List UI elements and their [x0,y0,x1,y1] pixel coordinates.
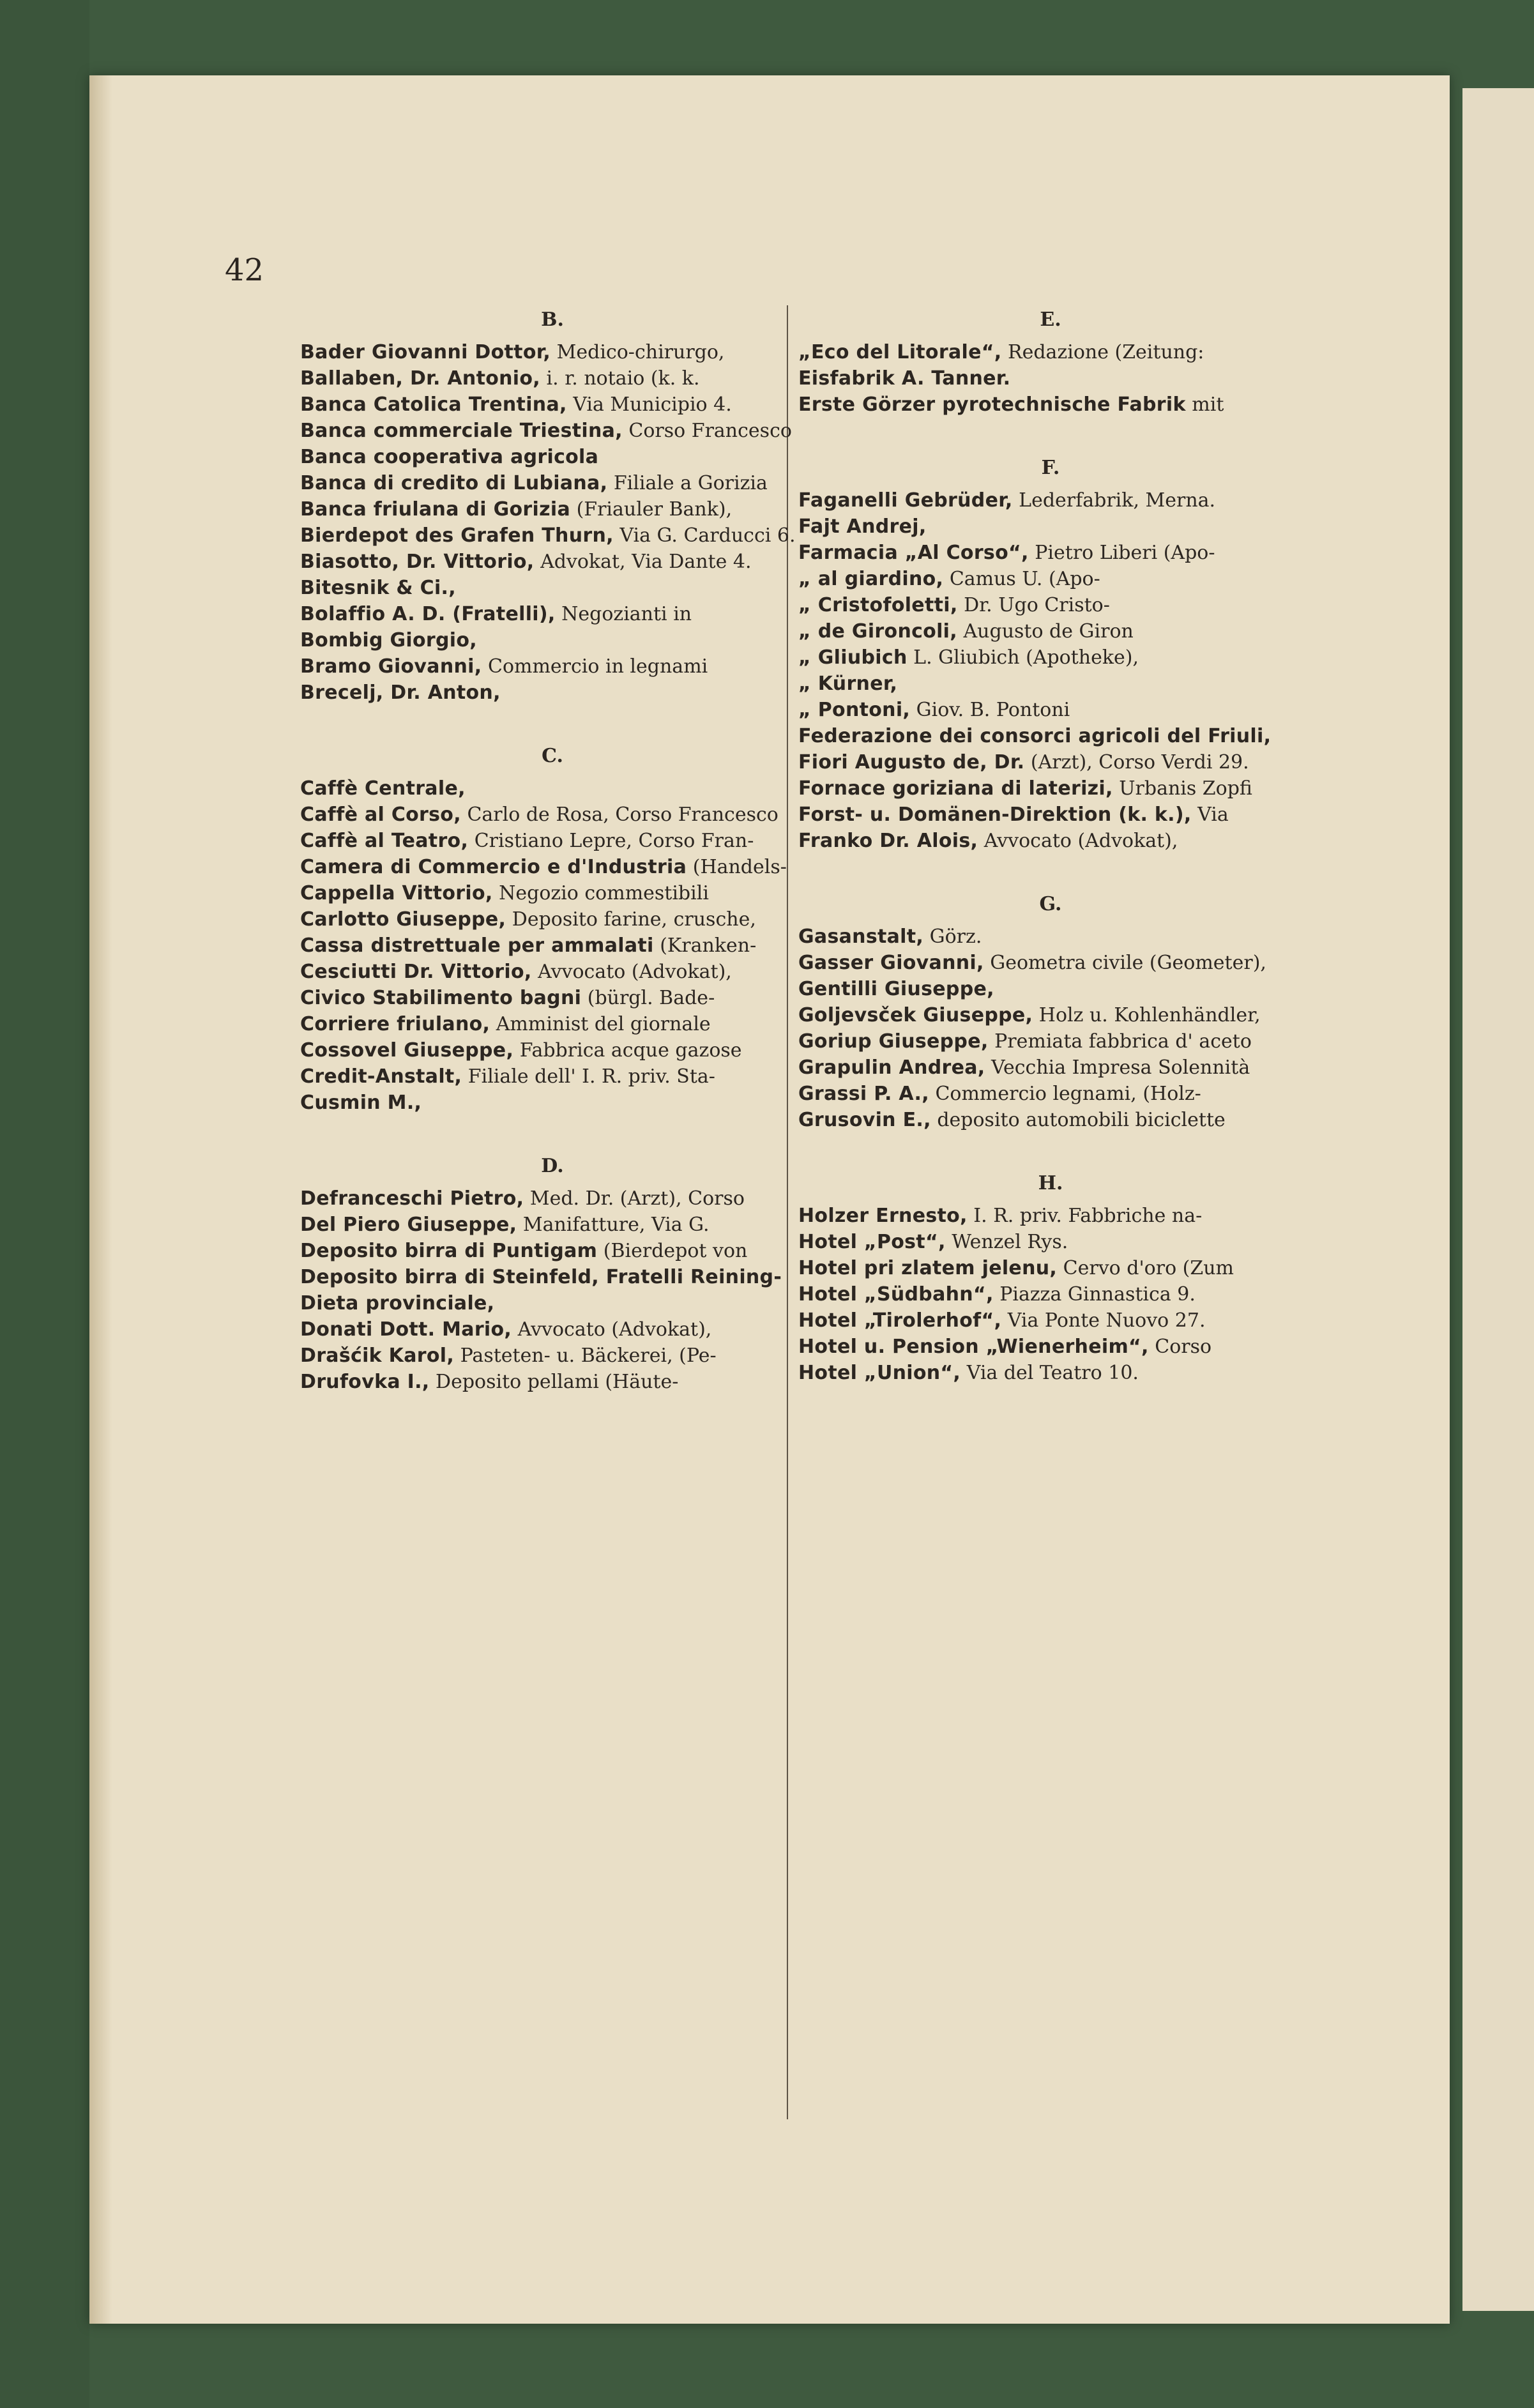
entry-name: Gasanstalt, [798,926,924,948]
directory-entry [300,524,805,547]
entry-name: Drufovka I., [300,1371,430,1393]
directory-entry [300,1318,805,1341]
directory-entry [798,1108,1303,1132]
directory-entry [300,1265,805,1289]
entry-details: Premiata fabbrica d' aceto [994,1030,1252,1053]
section-letter: G. [1039,893,1062,915]
entry-name: Eisfabrik A. Tanner. [798,367,1011,390]
entry-name: Bitesnik & Ci., [300,577,456,599]
entry-details: L. Gliubich (Apotheke), [913,646,1139,669]
page-spine-shadow [89,75,112,2324]
entry-details: (Bierdepot von [603,1240,748,1262]
directory-entry [300,471,805,495]
entry-name: Fiori Augusto de, Dr. [798,751,1025,773]
entry-name: Carlotto Giuseppe, [300,908,506,931]
entry-name: Defranceschi Pietro, [300,1187,524,1210]
entry-details: Avvocato (Advokat), [538,961,732,983]
directory-entry [798,1256,1303,1280]
directory-entry [300,855,805,879]
section-gap [798,855,1303,885]
entry-name: „ al giardino, [798,568,944,590]
directory-entry [300,576,805,600]
section-gap [300,1117,805,1147]
entry-name: „ Pontoni, [798,699,911,721]
entry-name: Goljevsček Giuseppe, [798,1004,1033,1026]
section-letter: H. [1038,1172,1063,1194]
entry-details: i. r. notaio (k. k. [546,367,700,390]
entry-details: Avvocato (Advokat), [983,830,1178,852]
entry-name: Hotel „Tirolerhof“, [798,1309,1002,1332]
entry-name: Cusmin M., [300,1092,422,1114]
directory-entry [300,960,805,984]
entry-details: (Friauler Bank), [576,498,733,521]
entry-name: Grapulin Andrea, [798,1056,985,1079]
entry-name: Banca friulana di Gorizia [300,498,571,521]
entry-details: Via del Teatro 10. [966,1362,1139,1384]
directory-entry [300,1292,805,1315]
directory-entry [300,367,805,390]
directory-entry [798,925,1303,949]
directory-entry [300,803,805,827]
entry-name: Bolaffio A. D. (Fratelli), [300,603,556,625]
section-gap [798,419,1303,448]
directory-entry [300,602,805,626]
entry-name: Deposito birra di Puntigam [300,1240,598,1262]
entry-name: Cossovel Giuseppe, [300,1039,514,1062]
entry-details: Medico-chirurgo, [556,341,725,363]
directory-entry [798,1309,1303,1332]
entry-name: Fornace goriziana di laterizi, [798,777,1113,800]
entry-details: Via Municipio 4. [573,393,732,416]
entry-details: Wenzel Rys. [952,1231,1068,1253]
directory-entry [798,1030,1303,1053]
directory-entry [798,1230,1303,1254]
entry-name: „Eco del Litorale“, [798,341,1002,363]
directory-entry [798,593,1303,617]
entry-name: Del Piero Giuseppe, [300,1214,517,1236]
entry-name: Bombig Giorgio, [300,629,477,652]
entry-details: Camus U. (Apo- [949,568,1100,590]
directory-entry [798,340,1303,364]
directory-entry [300,777,805,800]
directory-entry [300,1239,805,1263]
directory-entry [798,829,1303,853]
entry-name: Camera di Commercio e d'Industria [300,856,687,878]
directory-entry [798,803,1303,827]
entry-name: Banca commerciale Triestina, [300,420,623,442]
entry-details: Negozio commestibili [499,882,709,904]
directory-entry [798,751,1303,774]
directory-entry [798,1361,1303,1385]
directory-entry [300,1039,805,1062]
entry-details: Dr. Ugo Cristo- [964,594,1110,616]
entry-name: Faganelli Gebrüder, [798,489,1013,512]
entry-name: Biasotto, Dr. Vittorio, [300,551,535,573]
section-letter: B. [541,309,564,331]
entry-details: Filiale a Gorizia [613,472,768,494]
entry-name: Grusovin E., [798,1109,931,1131]
directory-entry [798,1335,1303,1359]
directory-entry [300,1065,805,1088]
entry-name: Caffè al Corso, [300,804,461,826]
entry-name: „ Gliubich [798,646,907,669]
directory-entry [798,515,1303,538]
entry-name: „ Cristofoletti, [798,594,958,616]
directory-entry [798,646,1303,669]
directory-entry [300,393,805,416]
directory-entry [798,567,1303,591]
background-left [0,0,89,2408]
entry-details: (Arzt), Corso Verdi 29. [1030,751,1249,773]
entry-details: (Handels- [692,856,787,878]
directory-entry [798,541,1303,565]
entry-details: Geometra civile (Geometer), [990,952,1266,974]
entry-details: deposito automobili biciclette [937,1109,1226,1131]
directory-entry [300,445,805,469]
entry-name: Holzer Ernesto, [798,1205,968,1227]
directory-entry [798,367,1303,390]
directory-entry [300,340,805,364]
directory-entry [798,1204,1303,1228]
directory-entry [300,1091,805,1115]
entry-details: Lederfabrik, Merna. [1019,489,1216,512]
entry-name: Hotel „Post“, [798,1231,946,1253]
section-letter: C. [542,745,563,767]
directory-entry [300,655,805,678]
directory-entry [300,629,805,652]
entry-details: (bürgl. Bade- [587,987,715,1009]
directory-entry [300,550,805,574]
entry-details: (Kranken- [660,934,757,957]
entry-name: Cassa distrettuale per ammalati [300,934,654,957]
entry-details: Carlo de Rosa, Corso Francesco [467,804,778,826]
entry-name: Banca di credito di Lubiana, [300,472,608,494]
entry-details: Negozianti in [561,603,692,625]
entry-name: Hotel „Union“, [798,1362,961,1384]
entry-name: Hotel pri zlatem jelenu, [798,1257,1058,1279]
entry-name: Bierdepot des Grafen Thurn, [300,524,614,547]
entry-name: Drašćik Karol, [300,1345,455,1367]
entry-details: Corso Francesco [628,420,792,442]
entry-name: Brecelj, Dr. Anton, [300,682,501,704]
directory-entry [798,1082,1303,1106]
entry-details: Manifatture, Via G. [522,1214,710,1236]
entry-details: Augusto de Giron [963,620,1134,643]
directory-entry [798,620,1303,643]
section-letter: F. [1041,457,1060,479]
entry-details: Fabbrica acque gazose [519,1039,742,1062]
entry-details: Med. Dr. (Arzt), Corso [529,1187,745,1210]
entry-name: Caffè Centrale, [300,777,466,800]
entry-details: Commercio legnami, (Holz- [935,1083,1201,1105]
entry-details: Urbanis Zopfi [1119,777,1252,800]
entry-name: Grassi P. A., [798,1083,929,1105]
directory-entry [798,977,1303,1001]
entry-details: Holz u. Kohlenhändler, [1038,1004,1261,1026]
directory-entry [300,419,805,443]
entry-details: Deposito farine, crusche, [512,908,756,931]
directory-entry [798,724,1303,748]
entry-details: Deposito pellami (Häute- [436,1371,679,1393]
entry-name: Dieta provinciale, [300,1292,495,1314]
entry-details: Filiale dell' I. R. priv. Sta- [467,1065,715,1088]
page-number: 42 [225,252,264,288]
entry-name: Fajt Andrej, [798,515,927,538]
directory-entry [798,698,1303,722]
directory-entry [798,1056,1303,1079]
directory-entry [798,672,1303,696]
entry-name: Caffè al Teatro, [300,830,469,852]
entry-details: Commercio in legnami [487,655,708,678]
entry-details: Cervo d'oro (Zum [1063,1257,1234,1279]
entry-name: Cappella Vittorio, [300,882,493,904]
entry-details: Piazza Ginnastica 9. [999,1283,1196,1306]
entry-name: Civico Stabilimento bagni [300,987,582,1009]
section-gap [798,1134,1303,1164]
directory-entry [798,1003,1303,1027]
entry-name: Donati Dott. Mario, [300,1318,512,1341]
entry-details: Via Ponte Nuovo 27. [1007,1309,1206,1332]
entry-name: Corriere friulano, [300,1013,490,1035]
entry-name: Gentilli Giuseppe, [798,978,994,1000]
entry-name: Ballaben, Dr. Antonio, [300,367,540,390]
directory-entry [798,1283,1303,1306]
entry-name: Farmacia „Al Corso“, [798,542,1029,564]
entry-name: Banca Catolica Trentina, [300,393,567,416]
section-gap [300,707,805,736]
entry-details: Cristiano Lepre, Corso Fran- [474,830,754,852]
section-letter: E. [1040,309,1061,331]
entry-name: Gasser Giovanni, [798,952,984,974]
entry-details: Amminist del giornale [496,1013,711,1035]
entry-name: „ de Gironcoli, [798,620,957,643]
directory-entry [798,951,1303,975]
entry-name: Goriup Giuseppe, [798,1030,989,1053]
entry-details: Via [1197,804,1229,826]
entry-name: Hotel „Südbahn“, [798,1283,994,1306]
entry-details: Avvocato (Advokat), [517,1318,712,1341]
entry-name: Forst- u. Domänen-Direktion (k. k.), [798,804,1192,826]
directory-entry [798,777,1303,800]
entry-name: Hotel u. Pension „Wienerheim“, [798,1336,1149,1358]
entry-name: Erste Görzer pyrotechnische Fabrik [798,393,1186,416]
directory-entry [300,1370,805,1394]
entry-name: Deposito birra di Steinfeld, Fratelli Reining- [300,1266,782,1288]
entry-details: Görz. [929,926,982,948]
entry-name: Cesciutti Dr. Vittorio, [300,961,532,983]
directory-entry [300,986,805,1010]
entry-name: Banca cooperativa agricola [300,446,599,468]
entry-details: Redazione (Zeitung: [1007,341,1204,363]
entry-details: mit [1192,393,1224,416]
directory-entry [300,1213,805,1237]
directory-entry [798,489,1303,512]
directory-entry [300,908,805,931]
entry-name: Federazione dei consorci agricoli del Friuli, [798,725,1272,747]
entry-name: Bader Giovanni Dottor, [300,341,551,363]
left-column [300,300,805,1396]
entry-details: Corso [1155,1336,1212,1358]
entry-details: Pietro Liberi (Apo- [1035,542,1215,564]
entry-name: Bramo Giovanni, [300,655,482,678]
adjacent-page-edge [1462,88,1534,2311]
entry-details: I. R. priv. Fabbriche na- [973,1205,1203,1227]
entry-details: Via G. Carducci 6. [619,524,796,547]
directory-entry [300,1187,805,1210]
section-letter: D. [541,1155,564,1177]
entry-details: Pasteten- u. Bäckerei, (Pe- [460,1345,717,1367]
directory-entry [300,498,805,521]
directory-entry [798,393,1303,416]
entry-details: Vecchia Impresa Solennità [991,1056,1250,1079]
directory-entry [300,829,805,853]
entry-name: „ Kürner, [798,673,898,695]
entry-name: Credit-Anstalt, [300,1065,462,1088]
entry-details: Giov. B. Pontoni [916,699,1070,721]
directory-entry [300,681,805,705]
entry-name: Franko Dr. Alois, [798,830,978,852]
directory-entry [300,1012,805,1036]
directory-entry [300,1344,805,1368]
directory-entry [300,881,805,905]
directory-entry [300,934,805,957]
entry-details: Advokat, Via Dante 4. [540,551,752,573]
right-column [798,300,1303,1387]
